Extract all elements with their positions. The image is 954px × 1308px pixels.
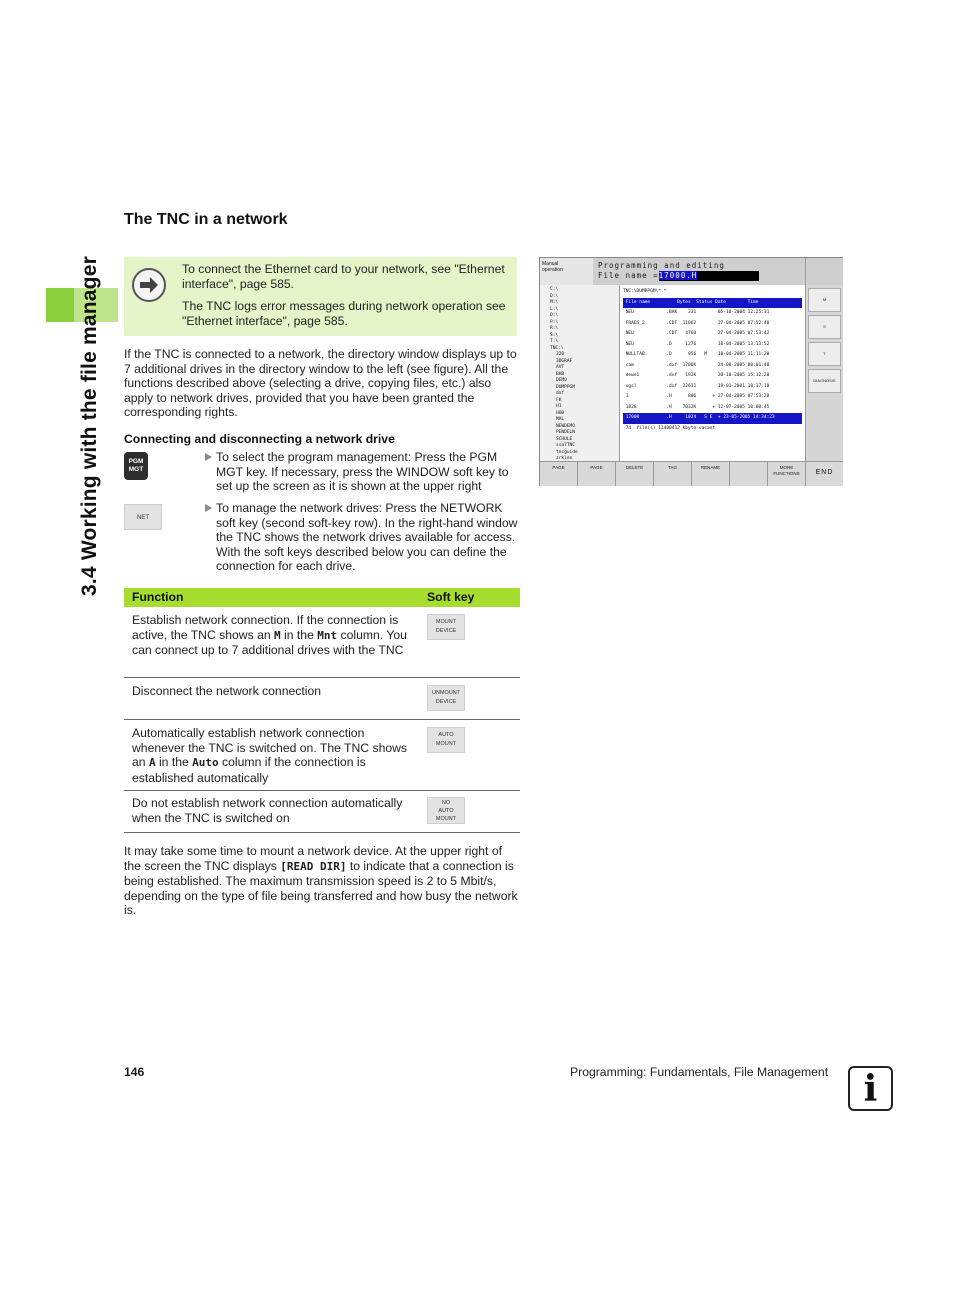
table-row (124, 678, 520, 720)
file-summary: 74 file(s) 11400412 kbyte vacant (623, 425, 716, 431)
file-row[interactable]: NULLTAB .D 956 M 10-04-2005 11:11:20 (623, 352, 770, 357)
side-tab-title: 3.4 Working with the file manager (78, 256, 101, 596)
screen-softkey-row (540, 461, 843, 486)
screen-softkey[interactable]: MORE FUNCTIONS (768, 461, 806, 486)
tree-item[interactable]: O:\ (550, 313, 559, 318)
file-list (620, 285, 805, 461)
tree-item[interactable]: AVT (556, 365, 565, 370)
file-list-header: File name Bytes Status Date Time (623, 298, 802, 309)
tree-item[interactable]: BHB (556, 371, 565, 377)
table-row (124, 791, 520, 833)
directory-tree (540, 285, 620, 461)
bullet-triangle-icon (205, 504, 212, 512)
tree-item[interactable]: D:\ (550, 293, 559, 299)
tree-item[interactable]: TNC:\ (550, 345, 564, 351)
col-function: Function (132, 590, 184, 604)
screen-softkey[interactable]: DELETE (616, 461, 654, 486)
note-box (124, 257, 517, 336)
tree-item[interactable]: L:\ (550, 306, 559, 312)
tree-item[interactable]: DEMO (556, 378, 567, 383)
row-function-text: Establish network connection. If the connection is active, the TNC shows an M in the Mnt column. You can connect up to 7 additional drives with the TNC (132, 613, 407, 657)
unmount-device-softkey[interactable]: UNMOUNT DEVICE (427, 685, 465, 711)
file-row[interactable]: FRAES_2 .CDT 11062 27-04-2005 07:52:40 (623, 320, 770, 326)
tree-item[interactable]: SCHULE (556, 436, 573, 442)
screen-topright (805, 258, 843, 285)
pgm-mgt-key[interactable] (124, 452, 148, 480)
file-row[interactable]: dewo1 .dxf 192K 20-10-2005 15:12:28 (623, 373, 770, 378)
tree-item[interactable]: dxf (556, 391, 565, 396)
file-row[interactable]: NEU .D 1276 10-04-2005 13:13:52 (623, 341, 770, 347)
col-softkey: Soft key (427, 590, 475, 604)
side-button[interactable]: M (808, 288, 841, 312)
tree-item[interactable]: NEWDEMO (556, 423, 575, 429)
tree-item[interactable]: tncguide (556, 449, 578, 455)
arrow-right-icon (132, 268, 166, 302)
tree-item[interactable]: S:\ (550, 332, 559, 338)
file-row[interactable]: NEU .CDT 4760 27-04-2005 07:53:42 (623, 331, 770, 336)
side-button[interactable]: DIAGNOSIS (808, 369, 841, 393)
tree-item[interactable]: FK (556, 397, 562, 403)
screen-softkey[interactable]: PAGE (540, 461, 578, 486)
tree-item[interactable]: 3DGRAF (556, 358, 573, 364)
section-title: The TNC in a network (124, 211, 288, 228)
row-function-text: Do not establish network connection automatically when the TNC is switched on (132, 796, 403, 825)
current-path: TNC:\DUMPPGM\*.* (623, 289, 667, 294)
screen-softkey[interactable]: TAG (654, 461, 692, 486)
file-row[interactable]: ugsl .dxf 22611 19-01-2001 10:37:10 (623, 383, 770, 389)
side-button[interactable]: T (808, 342, 841, 366)
note-text-2: The TNC logs error messages during network operation see "Ethernet interface", page 585. (182, 299, 506, 328)
tree-item[interactable]: HOB (556, 410, 565, 416)
screen-softkey[interactable]: PAGE (578, 461, 616, 486)
table-header (124, 588, 520, 607)
info-icon: i (848, 1066, 893, 1111)
no-auto-mount-softkey[interactable]: NO AUTO MOUNT (427, 797, 465, 824)
file-row[interactable]: cam .dxf 1706K 24-08-2005 08:01:40 (623, 362, 770, 368)
step-1 (205, 450, 519, 494)
bullet-triangle-icon (205, 453, 212, 461)
file-row-selected[interactable]: 17000 .H 1024 S E + 23-05-2005 14:34:23 (623, 413, 802, 424)
file-row[interactable]: NEU .BAK 331 05-10-2004 12:25:31 (623, 310, 770, 315)
tree-item[interactable]: MAL (556, 417, 565, 422)
screen-softkey[interactable]: RENAME (692, 461, 730, 486)
softkey-table (124, 588, 520, 833)
row-function-text: Automatically establish network connection whenever the TNC is switched on. The TNC shows an A in the Auto column if the connection is established automatically (132, 726, 408, 785)
screen-softkey[interactable] (730, 461, 768, 486)
tree-item[interactable]: zrklen (556, 456, 573, 461)
file-name-field[interactable]: 17000.H (659, 271, 759, 281)
tree-item[interactable]: P:\ (550, 319, 559, 325)
mount-device-softkey[interactable]: MOUNT DEVICE (427, 614, 465, 640)
tree-item[interactable]: T:\ (550, 339, 559, 344)
screen-title: Programming and editing File name =17000.H (593, 258, 805, 285)
pgm-mgt-key-label-2: MGT (128, 466, 144, 473)
table-row (124, 607, 520, 678)
screen-softkey[interactable]: END (806, 461, 843, 486)
tree-item[interactable]: 320 (556, 352, 565, 357)
step-2 (205, 501, 519, 574)
side-tab-marker-dark (46, 288, 74, 322)
row-function-text: Disconnect the network connection (132, 684, 322, 698)
side-button[interactable]: S (808, 315, 841, 339)
tree-item[interactable]: DUMPPGM (556, 384, 575, 390)
tree-item[interactable]: R:\ (550, 326, 559, 331)
tree-item[interactable]: ssa7TNC (556, 443, 575, 448)
closing-paragraph: It may take some time to mount a network device. At the upper right of the screen the TNC displays [READ DIR] to indicate that a connection is being established. The maximum transmission speed is 2 to 5 Mbit/s, depending on the type of file being transferred and how busy the network is. (124, 844, 518, 917)
file-row[interactable]: 1 .H 806 + 27-04-2005 07:53:28 (623, 394, 770, 399)
pgm-mgt-key-label-1: PGM (128, 458, 144, 465)
tree-item[interactable]: C:\ (550, 287, 559, 292)
file-row[interactable]: 1828 .H 7032K + 12-07-2005 10:00:45 (623, 404, 770, 410)
note-text-1: To connect the Ethernet card to your network, see "Ethernet interface", page 585. (182, 262, 505, 291)
table-row (124, 720, 520, 791)
subheading: Connecting and disconnecting a network drive (124, 432, 395, 446)
auto-mount-softkey[interactable]: AUTO MOUNT (427, 727, 465, 753)
net-softkey[interactable]: NET (124, 504, 162, 530)
tree-item[interactable]: PENDELN (556, 430, 575, 435)
tnc-screen-figure (539, 257, 843, 486)
tree-item[interactable]: M:\ (550, 300, 559, 305)
step-1-text: To select the program management: Press the PGM MGT key. If necessary, press the WINDOW soft key to set up the screen as it is shown at the upper right (216, 450, 509, 493)
tree-item[interactable]: H1 (556, 404, 562, 409)
intro-paragraph: If the TNC is connected to a network, the directory window displays up to 7 additional drives in the directory window to the left (see figure). All the functions described above (selecting a drive, copying files, etc.) also apply to network drives, provided that you have been granted the corresponding rights. (124, 347, 517, 419)
screen-mode: Manual operation (540, 258, 593, 285)
step-2-text: To manage the network drives: Press the NETWORK soft key (second soft-key row). In the right-hand window the TNC shows the network drives available for access. With the soft keys described below you can define the connection for each drive. (216, 501, 518, 573)
screen-side-buttons (805, 285, 843, 461)
footer-chapter: Programming: Fundamentals, File Management (570, 1065, 829, 1079)
page-number: 146 (124, 1065, 145, 1079)
